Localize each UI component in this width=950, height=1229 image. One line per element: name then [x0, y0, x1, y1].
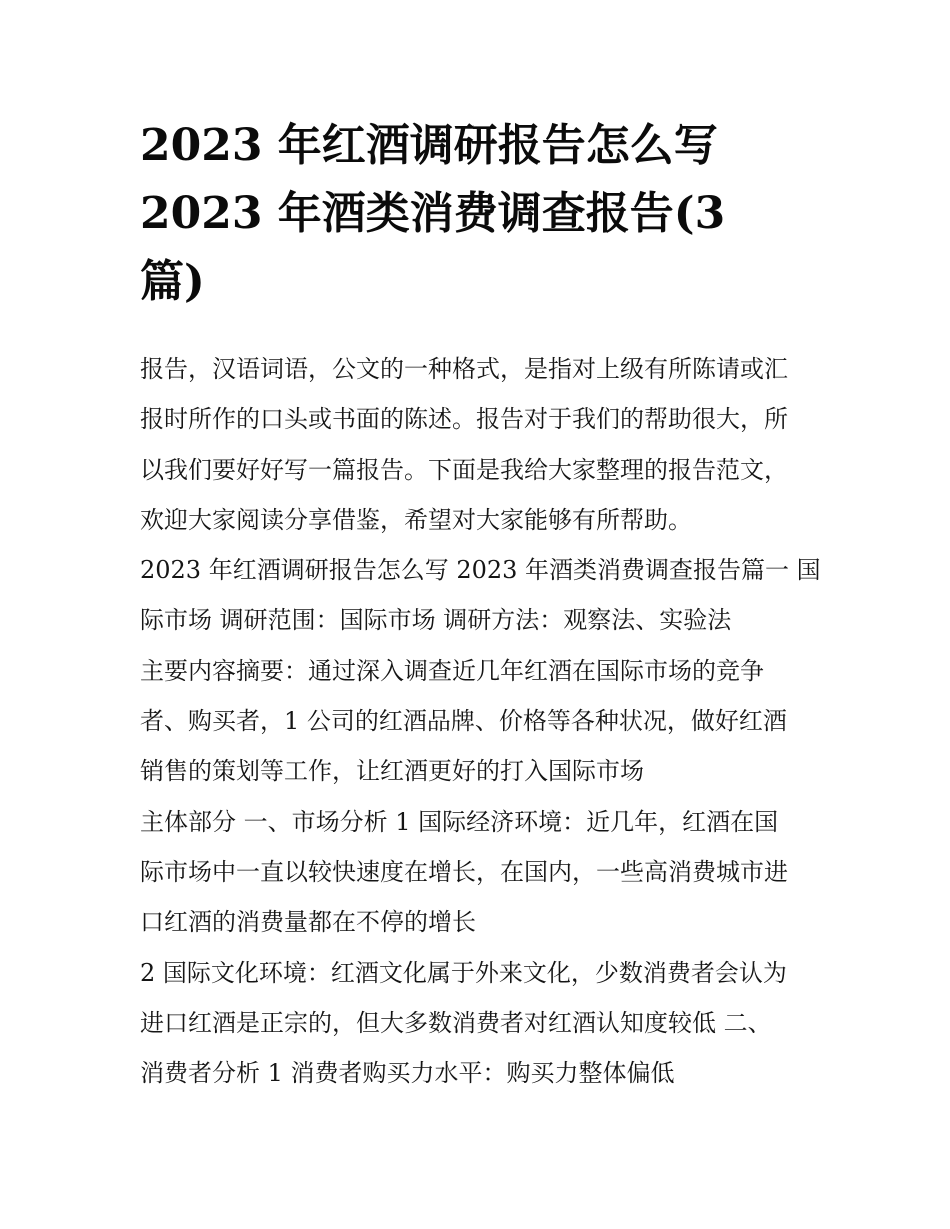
body-line: 主体部分 一、市场分析 1 国际经济环境：近几年，红酒在国	[140, 807, 779, 836]
body-line: 2023 年红酒调研报告怎么写 2023 年酒类消费调查报告篇一 国	[140, 556, 821, 585]
body-line: 以我们要好好写一篇报告。下面是我给大家整理的报告范文，	[140, 455, 788, 484]
body-line: 主要内容摘要：通过深入调查近几年红酒在国际市场的竞争	[140, 656, 764, 685]
body-line: 进口红酒是正宗的，但大多数消费者对红酒认知度较低 二、	[140, 1008, 772, 1037]
body-line: 欢迎大家阅读分享借鉴，希望对大家能够有所帮助。	[140, 505, 692, 534]
body-line: 报告，汉语词语，公文的一种格式，是指对上级有所陈请或汇	[140, 355, 788, 383]
body-line: 消费者分析 1 消费者购买力水平：购买力整体偏低	[140, 1059, 675, 1088]
body-line: 者、购买者，1 公司的红酒品牌、价格等各种状况，做好红酒	[140, 707, 787, 736]
document-title	[140, 112, 800, 316]
document-body	[140, 356, 830, 1110]
body-line: 报时所作的口头或书面的陈述。报告对于我们的帮助很大，所	[140, 405, 788, 434]
body-line: 际市场中一直以较快速度在增长，在国内，一些高消费城市进	[140, 857, 788, 886]
body-line: 2 国际文化环境：红酒文化属于外来文化，少数消费者会认为	[140, 958, 787, 987]
body-line: 口红酒的消费量都在不停的增长	[140, 908, 476, 937]
title-line: 2023 年红酒调研报告怎么写	[140, 120, 718, 171]
title-line: 篇)	[140, 256, 205, 307]
body-line: 际市场 调研范围：国际市场 调研方法：观察法、实验法	[140, 606, 732, 635]
body-line: 销售的策划等工作，让红酒更好的打入国际市场	[140, 757, 644, 786]
title-line: 2023 年酒类消费调查报告(3	[140, 188, 726, 239]
